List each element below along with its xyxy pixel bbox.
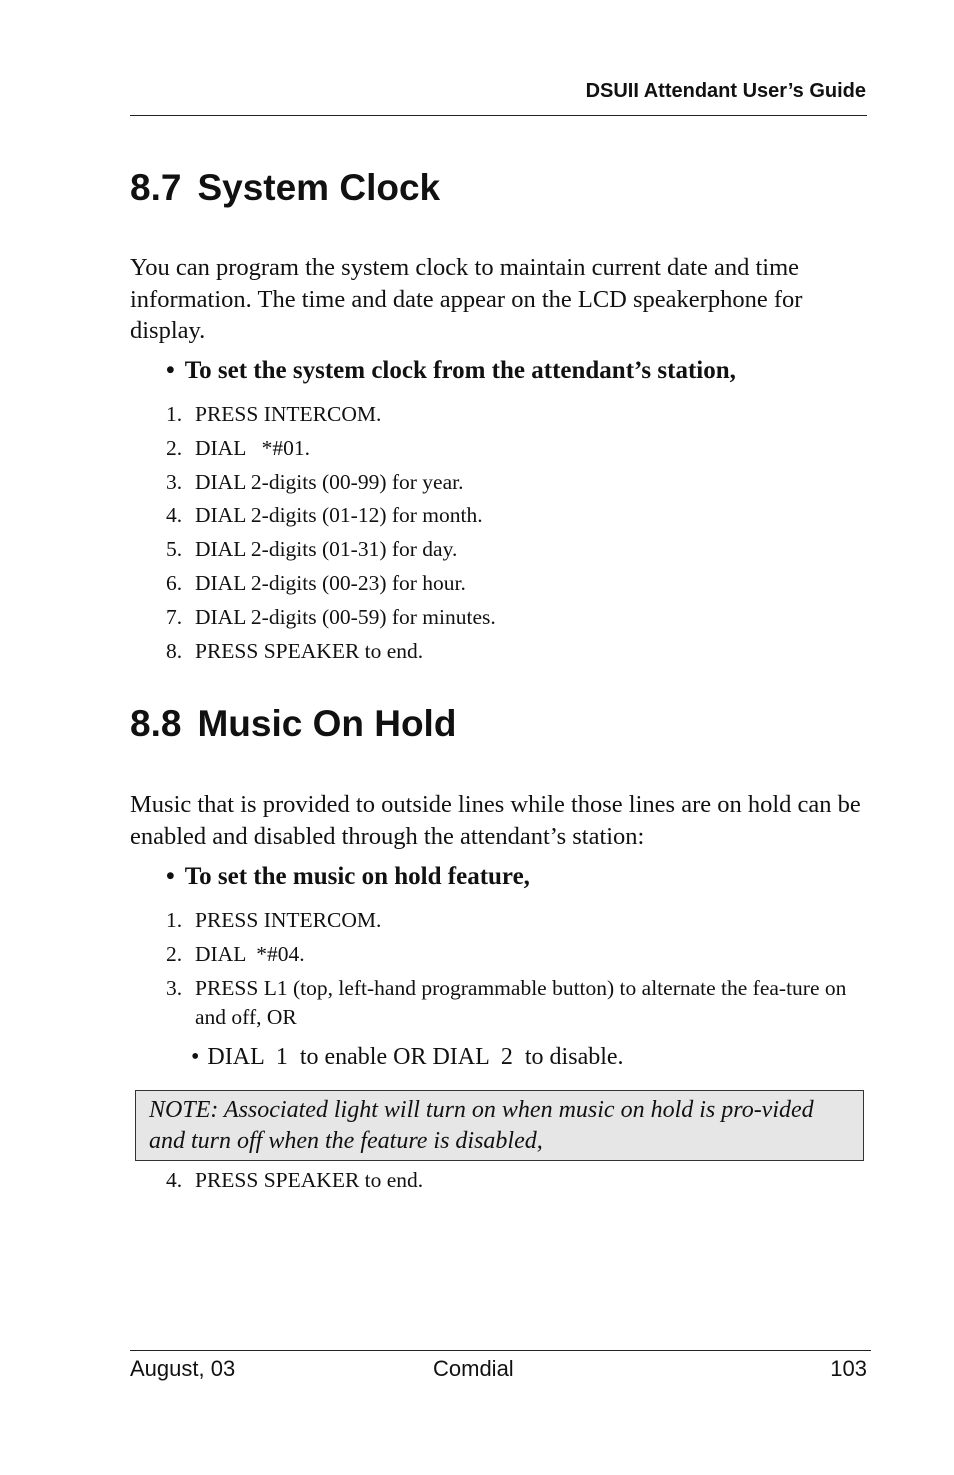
bullet-icon: • bbox=[191, 1044, 200, 1070]
section-title: System Clock bbox=[197, 167, 441, 208]
header-divider bbox=[130, 115, 867, 116]
step-item bbox=[166, 499, 496, 533]
step-text: PRESS SPEAKER to end. bbox=[195, 638, 424, 663]
sub-bullet-item bbox=[191, 1045, 624, 1069]
step-item bbox=[166, 1164, 423, 1198]
system-clock-procedure-heading bbox=[166, 358, 736, 383]
section-heading-system-clock bbox=[130, 169, 440, 206]
step-item bbox=[166, 533, 496, 567]
running-header: DSUII Attendant User’s Guide bbox=[585, 80, 866, 102]
footer-divider bbox=[130, 1350, 871, 1351]
step-item bbox=[166, 635, 496, 669]
step-number: 1. bbox=[166, 908, 183, 932]
step-text: DIAL 2-digits (00-59) for minutes. bbox=[195, 604, 496, 629]
step-number: 3. bbox=[166, 976, 183, 1000]
step-text: DIAL 2-digits (00-23) for hour. bbox=[195, 570, 466, 595]
section-number: 8.7 bbox=[130, 167, 182, 208]
system-clock-steps bbox=[166, 398, 496, 668]
step-text: PRESS INTERCOM. bbox=[195, 908, 382, 932]
step-number: 8. bbox=[166, 638, 183, 663]
system-clock-intro: You can program the system clock to maintain current date and time information. The time and date appear on the LCD speakerphone for display. bbox=[130, 254, 803, 344]
footer-company: Comdial bbox=[433, 1356, 514, 1381]
section-title: Music On Hold bbox=[197, 703, 457, 744]
step-text: PRESS L1 (top, left-hand programmable button) to alternate the fea-ture on and off, OR bbox=[195, 976, 847, 1029]
step-item bbox=[166, 938, 381, 972]
bullet-icon: • bbox=[166, 863, 175, 890]
step-number: 3. bbox=[166, 469, 183, 494]
step-item bbox=[166, 398, 496, 432]
step-text: DIAL 2-digits (01-31) for day. bbox=[195, 537, 458, 562]
step-item-multiline bbox=[166, 974, 866, 1032]
step-text: DIAL 2-digits (00-99) for year. bbox=[195, 469, 464, 494]
step-number: 4. bbox=[166, 1168, 183, 1192]
step-item bbox=[166, 601, 496, 635]
step-number: 2. bbox=[166, 941, 183, 966]
step-number: 4. bbox=[166, 503, 183, 528]
note-box: NOTE: Associated light will turn on when music on hold is pro-vided and turn off when the feature is disabled, bbox=[135, 1090, 864, 1161]
step-text: PRESS SPEAKER to end. bbox=[195, 1168, 424, 1192]
step-text: DIAL 2-digits (01-12) for month. bbox=[195, 503, 483, 528]
procedure-heading-text: To set the system clock from the attendant’s station, bbox=[184, 357, 736, 384]
sub-bullet-text: DIAL 1 to enable OR DIAL 2 to disable. bbox=[207, 1044, 624, 1070]
procedure-heading-text: To set the music on hold feature, bbox=[184, 863, 530, 890]
step-number: 1. bbox=[166, 402, 183, 426]
step-text: DIAL *#01. bbox=[195, 435, 311, 460]
step-number: 5. bbox=[166, 537, 183, 562]
music-on-hold-steps bbox=[166, 904, 381, 972]
step-number: 2. bbox=[166, 435, 183, 460]
step-item bbox=[166, 432, 496, 466]
step-number: 7. bbox=[166, 604, 183, 629]
step-text: DIAL *#04. bbox=[195, 941, 305, 966]
step-item bbox=[166, 904, 381, 938]
section-number: 8.8 bbox=[130, 703, 182, 744]
section-heading-music-on-hold bbox=[130, 705, 456, 742]
page-number: 103 bbox=[830, 1356, 867, 1381]
step-text: PRESS INTERCOM. bbox=[195, 402, 382, 426]
footer-date: August, 03 bbox=[130, 1356, 236, 1381]
music-on-hold-procedure-heading bbox=[166, 864, 530, 889]
step-number: 6. bbox=[166, 570, 183, 595]
music-on-hold-final-step bbox=[166, 1164, 423, 1198]
step-item bbox=[166, 567, 496, 601]
step-item bbox=[166, 466, 496, 500]
music-on-hold-intro: Music that is provided to outside lines while those lines are on hold can be enabled and disabled through the attendant’s station: bbox=[130, 791, 861, 850]
bullet-icon: • bbox=[166, 357, 175, 384]
